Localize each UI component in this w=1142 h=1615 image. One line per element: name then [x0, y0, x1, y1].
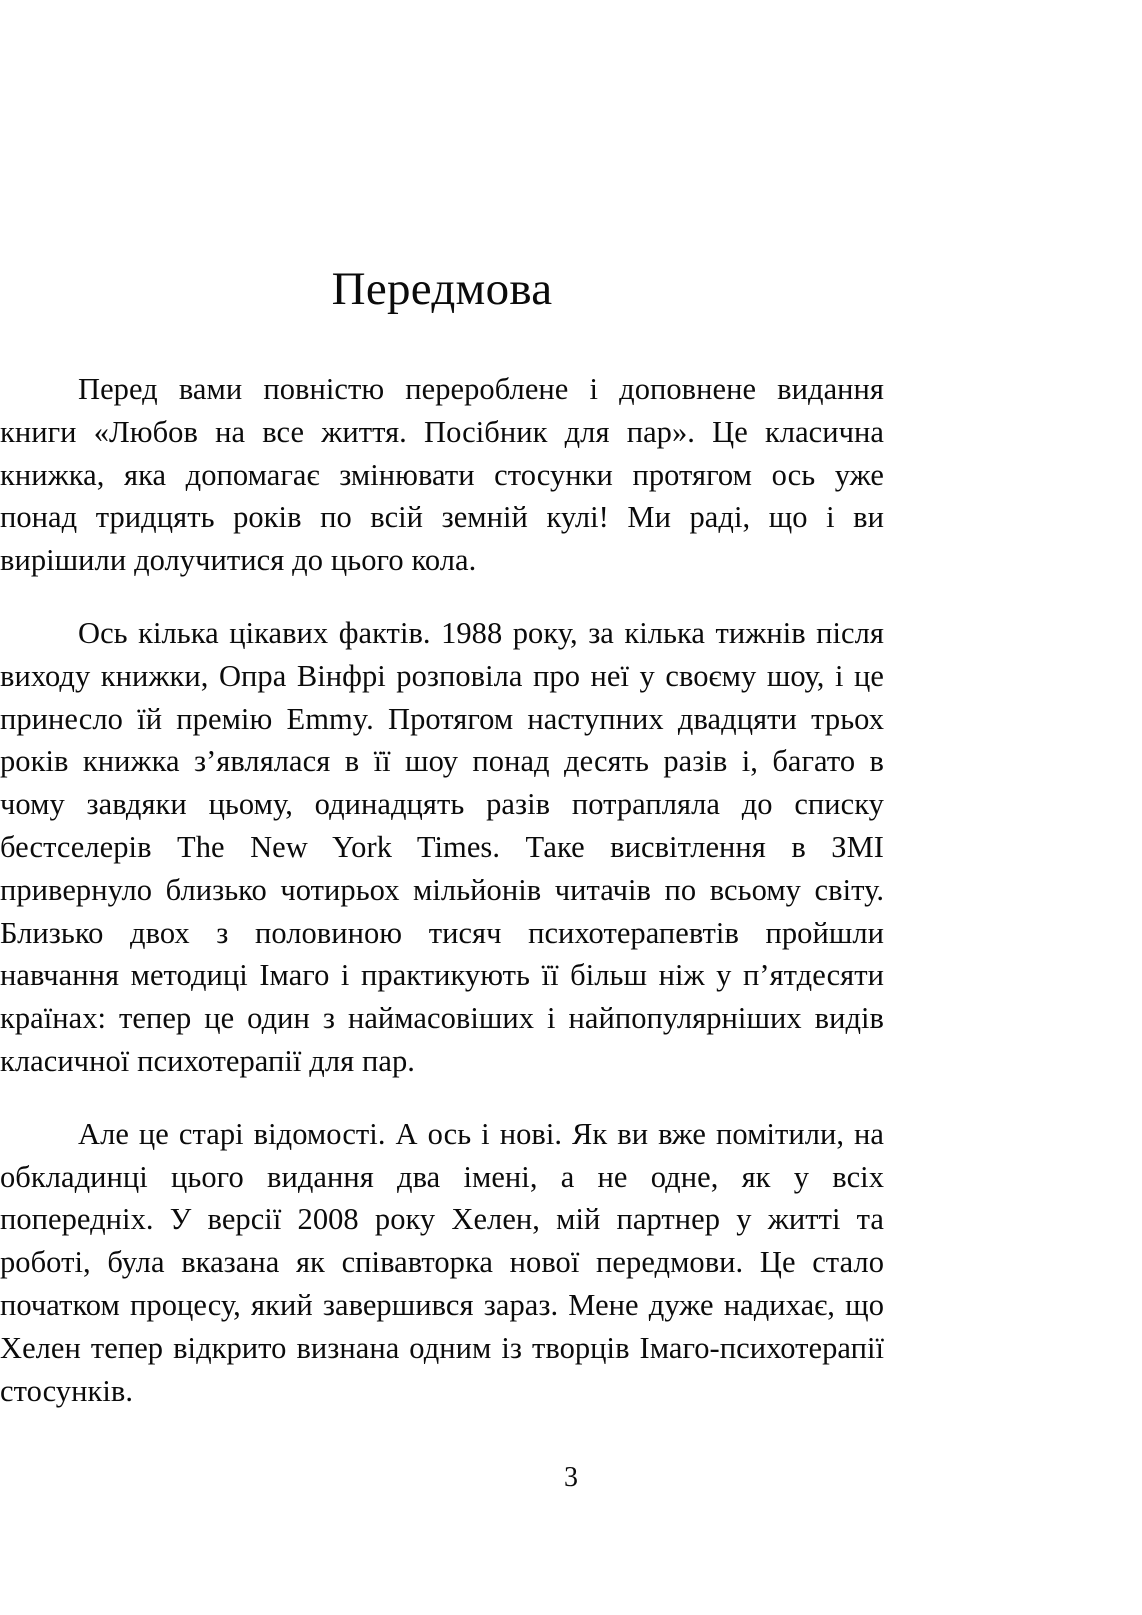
paragraph: Ось кілька цікавих фактів. 1988 року, за кілька тижнів після виходу книжки, Опра Вінфрі розповіла про неї у своєму шоу, і це принесло їй премію Emmy. Протягом наступних двадцяти трьох років книжка з’являлася в її шоу понад десять разів і, багато в чому завдяки цьому, одинадцять разів потрапляла до списку бестселерів The New York Times. Таке висвітлення в ЗМІ привернуло близько чотирьох мільйонів читачів по всьому світу. Близько двох з половиною тисяч психотерапевтів пройшли навчання методиці Імаго і практикують її більш ніж у п’ятдесяти країнах: тепер це один з наймасовіших і найпопулярніших видів класичної психотерапії для пар.	[0, 615, 884, 1078]
page-number: 3	[564, 1462, 578, 1493]
paragraph: Перед вами повністю перероблене і доповнене видання книги «Любов на все життя. Посібник для пар». Це класична книжка, яка допомагає змінювати стосунки протягом ось уже понад тридцять років по всій земній кулі! Ми раді, що і ви вирішили долучитися до цього кола.	[0, 372, 884, 578]
body-text-block	[0, 368, 884, 1412]
page-title: Передмова	[331, 263, 553, 315]
paragraph: Але це старі відомості. А ось і нові. Як ви вже помітили, на обкладинці цього видання два імені, а не одне, як у всіх попередніх. У версії 2008 року Хелен, мій партнер у житті та роботі, була вказана як співавторка нової передмови. Це стало початком процесу, який завершився зараз. Мене дуже надихає, що Хелен тепер відкрито визнана одним із творців Імаго-психотерапії стосунків.	[0, 1116, 884, 1408]
